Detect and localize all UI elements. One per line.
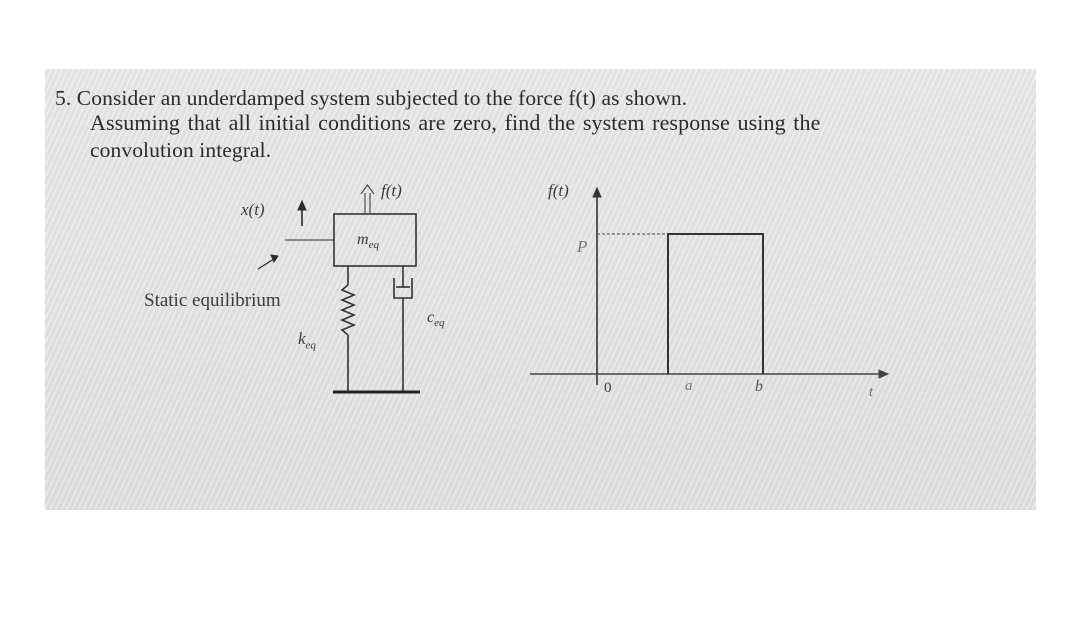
force-label: f(t) <box>381 181 402 200</box>
tick-label-0: 0 <box>604 380 612 396</box>
amplitude-label: P <box>577 237 588 256</box>
problem-photo <box>45 69 1036 510</box>
mass-symbol: m <box>357 231 369 248</box>
question-line-1: 5. Consider an underdamped system subjected to the force f(t) as shown. <box>55 86 688 110</box>
damper-subscript: eq <box>434 317 445 330</box>
y-axis <box>593 188 601 385</box>
force-pulse <box>668 234 763 374</box>
question-line-3: convolution integral. <box>90 138 272 162</box>
force-graph <box>45 69 1036 510</box>
damper-symbol: c <box>427 309 435 326</box>
static-equilibrium-label: Static equilibrium <box>144 290 281 311</box>
spring-subscript: eq <box>305 339 316 352</box>
x-axis <box>530 370 888 378</box>
question-line-2: Assuming that all initial conditions are zero, find the system response using the <box>90 110 821 135</box>
force-graph-x-label: t <box>869 385 873 400</box>
mass-subscript: eq <box>368 239 379 252</box>
force-graph-y-label: f(t) <box>548 181 569 200</box>
tick-label-b: b <box>755 378 763 395</box>
tick-label-a: a <box>685 378 693 394</box>
spring-symbol: k <box>298 329 306 348</box>
displacement-label: x(t) <box>241 200 265 219</box>
